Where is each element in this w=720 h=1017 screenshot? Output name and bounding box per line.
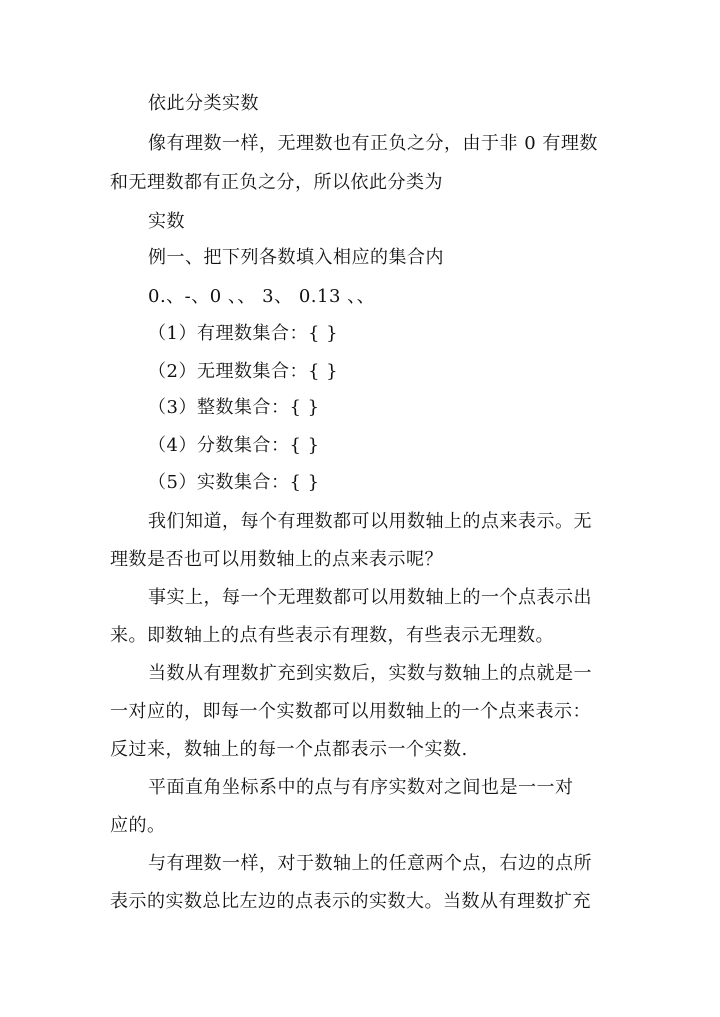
paragraph-line: 像有理数一样，无理数也有正负之分，由于非 0 有理数 <box>148 133 598 154</box>
example-title: 例一、把下列各数填入相应的集合内 <box>148 247 444 268</box>
paragraph-line: 事实上，每一个无理数都可以用数轴上的一个点表示出 <box>148 587 592 608</box>
paragraph-line: 应的。 <box>110 815 166 836</box>
paragraph-line: 与有理数一样，对于数轴上的任意两个点，右边的点所 <box>148 853 592 874</box>
paragraph-line: 表示的实数总比左边的点表示的实数大。当数从有理数扩充 <box>110 891 591 912</box>
number-list: 0.、-、0 、、 3、 0.13 、、 <box>148 286 376 307</box>
paragraph-line: 反过来，数轴上的每一个点都表示一个实数. <box>110 739 468 760</box>
paragraph-line: 一对应的，即每一个实数都可以用数轴上的一个点来表示： <box>110 701 591 722</box>
paragraph-line: 来。即数轴上的点有些表示有理数，有些表示无理数。 <box>110 625 554 646</box>
paragraph-line: 理数是否也可以用数轴上的点来表示呢？ <box>110 549 443 570</box>
paragraph-line: 和无理数都有正负之分，所以依此分类为 <box>110 172 443 193</box>
set-integer: （3）整数集合：{ } <box>148 397 320 418</box>
set-real: （5）实数集合：{ } <box>148 472 320 493</box>
heading-real-numbers: 实数 <box>148 211 185 232</box>
set-fraction: （4）分数集合：{ } <box>148 435 320 456</box>
heading-classify: 依此分类实数 <box>148 93 259 114</box>
paragraph-line: 我们知道，每个有理数都可以用数轴上的点来表示。无 <box>148 511 592 532</box>
paragraph-line: 当数从有理数扩充到实数后，实数与数轴上的点就是一 <box>148 663 592 684</box>
paragraph-line: 平面直角坐标系中的点与有序实数对之间也是一一对 <box>148 777 574 798</box>
set-rational: （1）有理数集合：{ } <box>148 323 339 344</box>
set-irrational: （2）无理数集合：{ } <box>148 361 339 382</box>
